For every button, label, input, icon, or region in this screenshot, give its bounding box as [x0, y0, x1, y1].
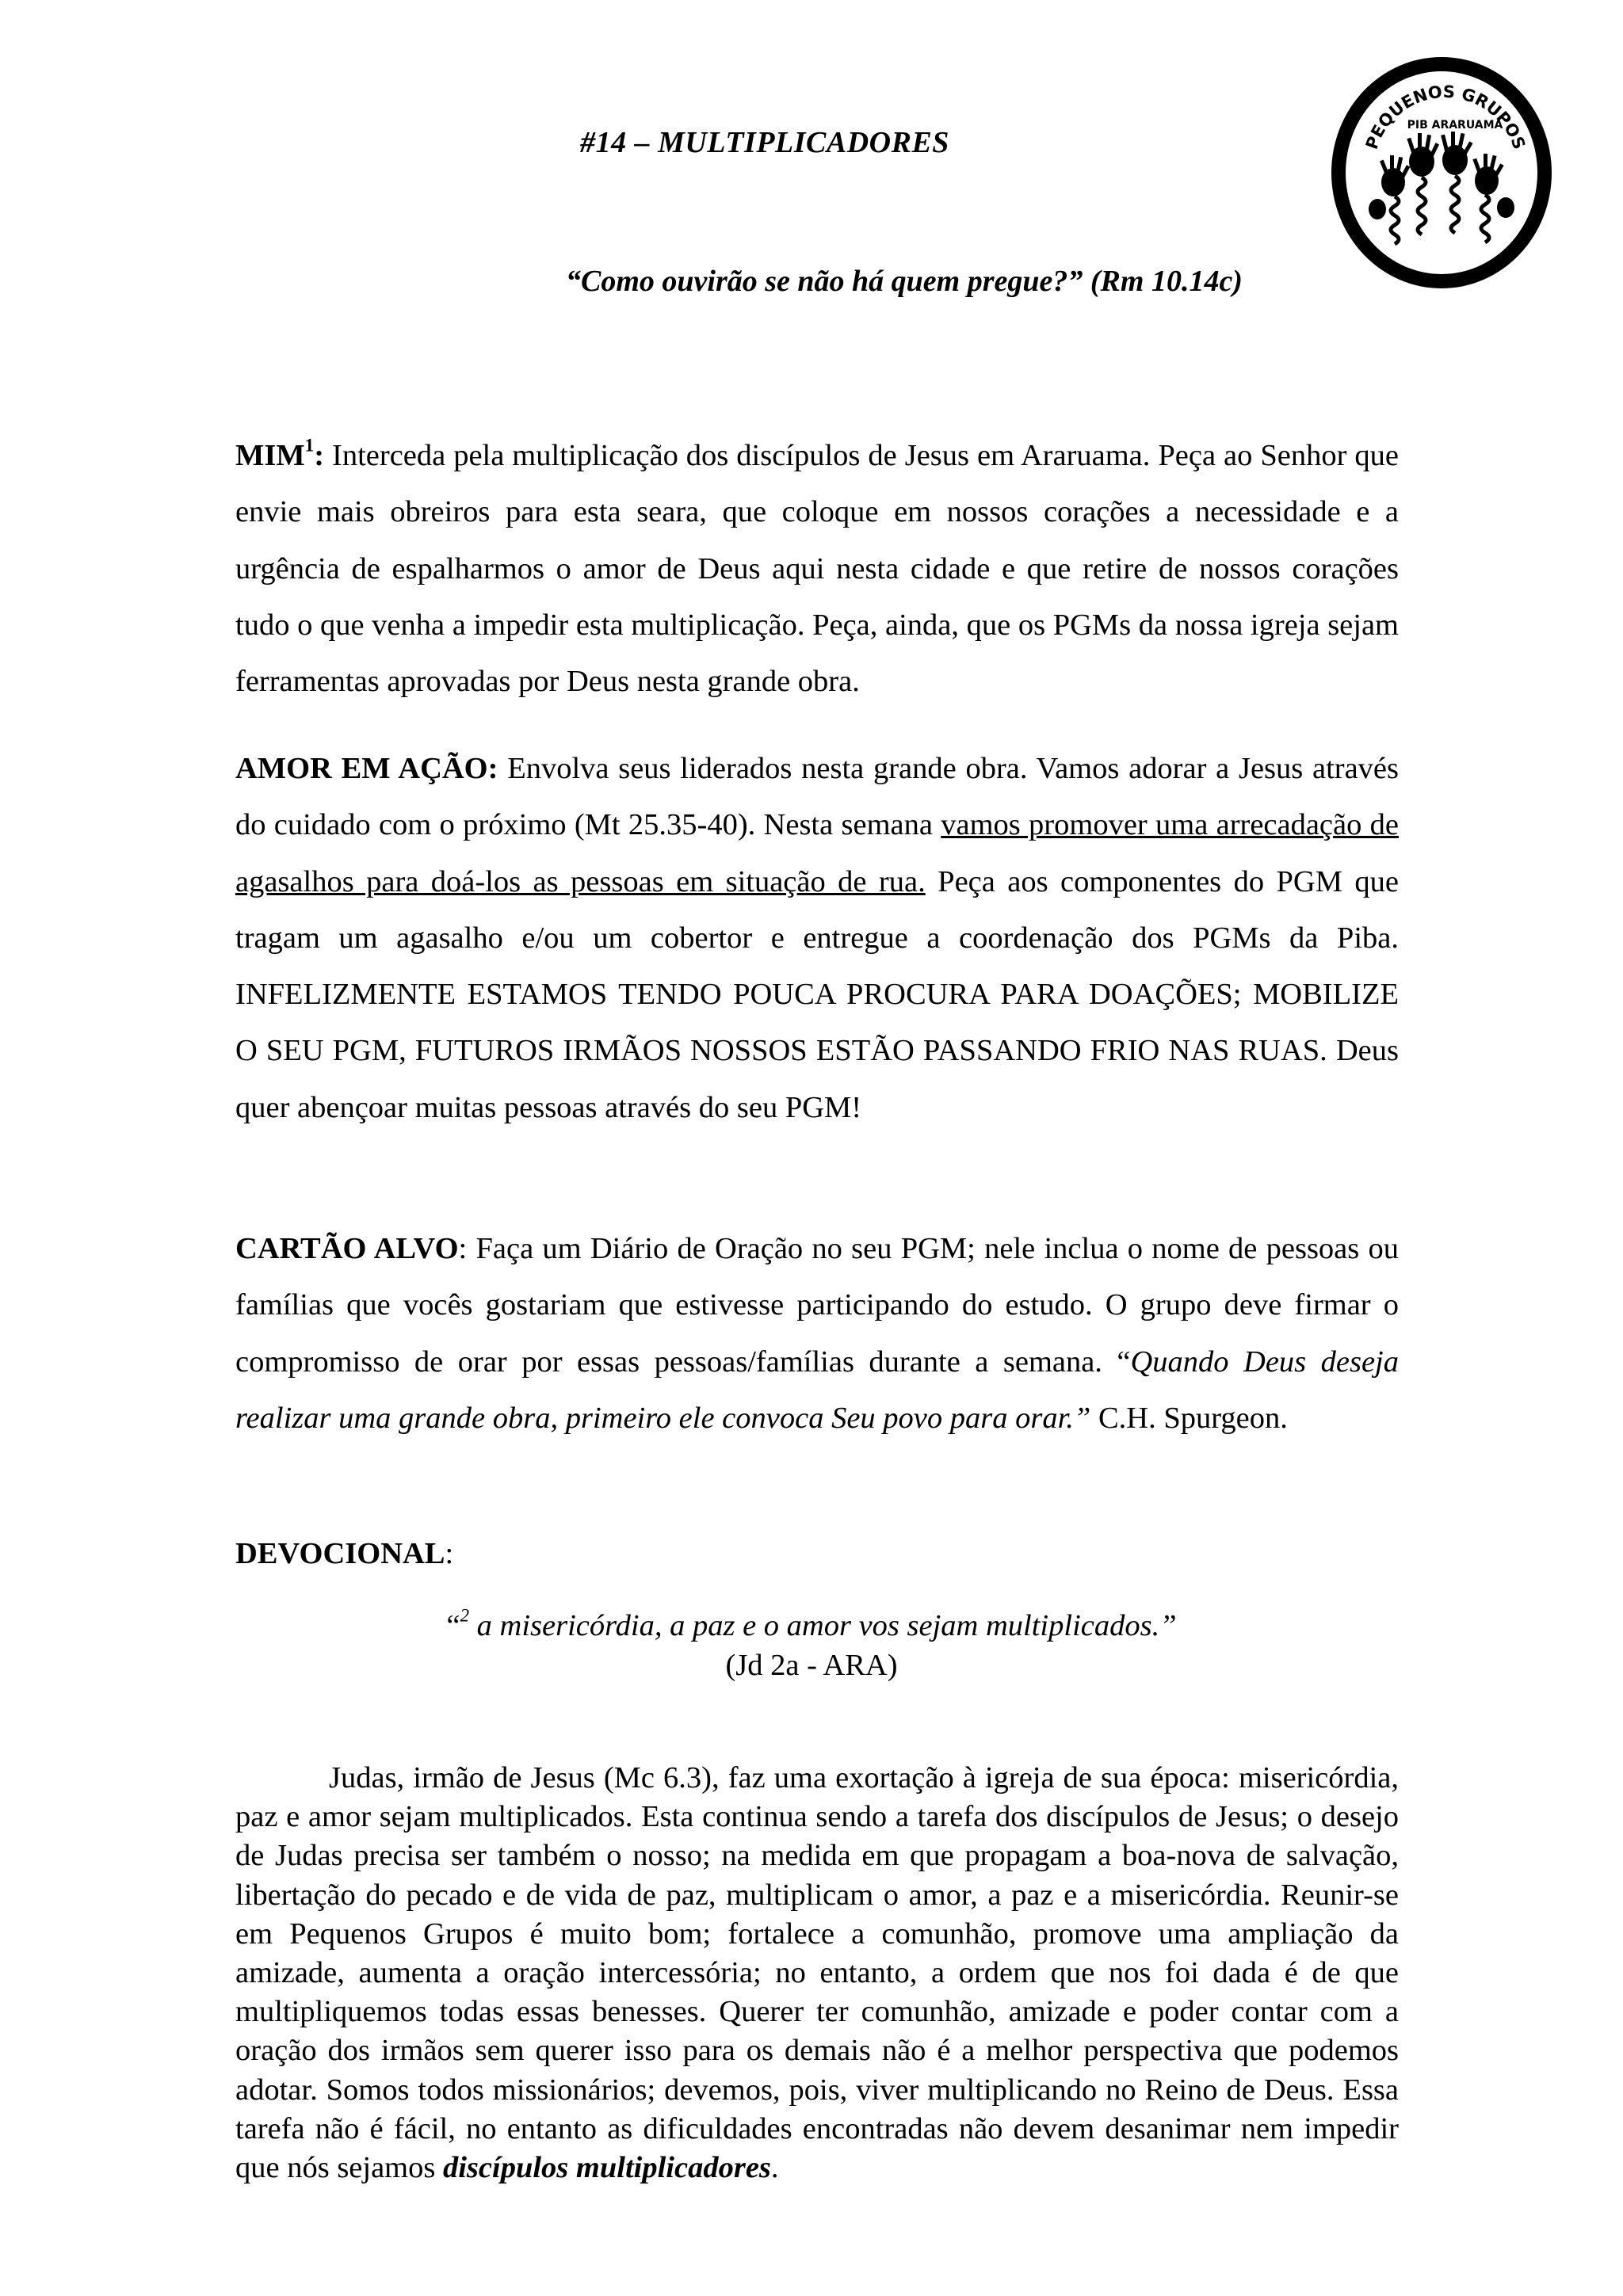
mim-label: MIM$^1$: [235, 434, 325, 472]
verse-number: 2 [460, 1604, 470, 1626]
devocional-heading: DEVOCIONAL: [235, 1537, 454, 1570]
section-mim [235, 428, 1399, 710]
cartao-text-1: : Faça um Diário de Oração no seu PGM; nele inclua o nome de pessoas ou famílias que vocês gostariam que estivesse participando do estudo. O grupo deve firmar o compromisso de orar por essas pessoas/famílias durante a semana. “ [235, 1232, 1400, 1379]
devocional-verse: “$^2$ a misericórdia, a paz e o amor vos sejam multiplicados.” [446, 1604, 1177, 1642]
amor-text-1: Envolva seus liderados nesta grande obra. Vamos adorar a Jesus através do cuidado com o próximo (Mt 25.35-40). Nesta semana [235, 752, 1400, 842]
epigraph-verse: “Como ouvirão se não há quem pregue?” (Rm 10.14c) [566, 265, 1243, 298]
verse-reference: (Jd 2a - ARA) [725, 1649, 898, 1682]
cartao-text-2: C.H. Spurgeon. [1090, 1401, 1288, 1435]
lesson-title: #14 – MULTIPLICADORES [580, 126, 949, 159]
amor-text-2: Peça aos componentes do PGM que tragam um agasalho e/ou um cobertor e entregue a coordenação dos PGMs da Piba. INFELIZMENTE ESTAMOS TENDO POUCA PROCURA PARA DOAÇÕES; MOBILIZE O SEU PGM, FUTUROS IRMÃOS NOSSOS ESTÃO PASSANDO FRIO NAS RUAS. Deus quer abençoar muitas pessoas através do seu PGM! [235, 864, 1399, 1124]
svg-text:PEQUENOS GRUPOS: PEQUENOS GRUPOS [1361, 82, 1529, 152]
amor-underlined-text: vamos promover uma arrecadação de agasalhos para doá-los as pessoas em situação de rua. [235, 808, 1399, 898]
closing-emphasis: discípulos multiplicadores [442, 2151, 771, 2185]
amor-paragraph [235, 741, 1399, 1136]
spurgeon-quote: Quando Deus deseja realizar uma grande obra, primeiro ele convoca Seu povo para orar.” [235, 1344, 1399, 1435]
pequenos-grupos-logo [1328, 54, 1555, 292]
cartao-paragraph [235, 1221, 1399, 1447]
mim-text: Interceda pela multiplicação dos discípulos de Jesus em Araruama. Peça ao Senhor que envie mais obreiros para esta seara, que coloque em nossos corações a necessidade e a urgência de espalharmos o amor de Deus aqui nesta cidade e que retire de nossos corações tudo o que venha a impedir esta multiplicação. Peça, ainda, que os PGMs da nossa igreja sejam ferramentas aprovadas por Deus nesta grande obra. [235, 439, 1399, 699]
devocional-body [235, 1759, 1399, 2187]
devocional-paragraph: Judas, irmão de Jesus (Mc 6.3), faz uma exortação à igreja de sua época: misericórdia, paz e amor sejam multiplicados. Esta continua sendo a tarefa dos discípulos de Jesus; o desejo de Judas precisa ser também o nosso; na medida em que propagam a boa-nova de salvação, libertação do pecado e de vida de paz, multiplicam o amor, a paz e a misericórdia. Reunir-se em Pequenos Grupos é muito bom; fortalece a comunhão, promove uma ampliação da amizade, aumenta a oração intercessória; no entanto, a ordem que nos foi dada é de que multipliquemos todas essas benesses. Querer ter comunhão, amizade e poder contar com a oração dos irmãos sem querer isso para os demais não é a melhor perspectiva que podemos adotar. Somos todos missionários; devemos, pois, viver multiplicando no Reino de Deus. Essa tarefa não é fácil, no entanto as dificuldades encontradas não devem desanimar nem impedir que nós sejamos discípulos multiplicadores. [235, 1761, 1399, 2185]
cartao-label: CARTÃO ALVO [235, 1232, 459, 1265]
mim-paragraph [235, 428, 1399, 710]
svg-text:PIB ARARUAMA: PIB ARARUAMA [1407, 119, 1503, 132]
section-cartao-alvo [235, 1221, 1399, 1447]
footnote-marker: 1 [304, 434, 315, 456]
section-amor-em-acao [235, 741, 1399, 1136]
amor-label: AMOR EM AÇÃO: [235, 752, 498, 785]
